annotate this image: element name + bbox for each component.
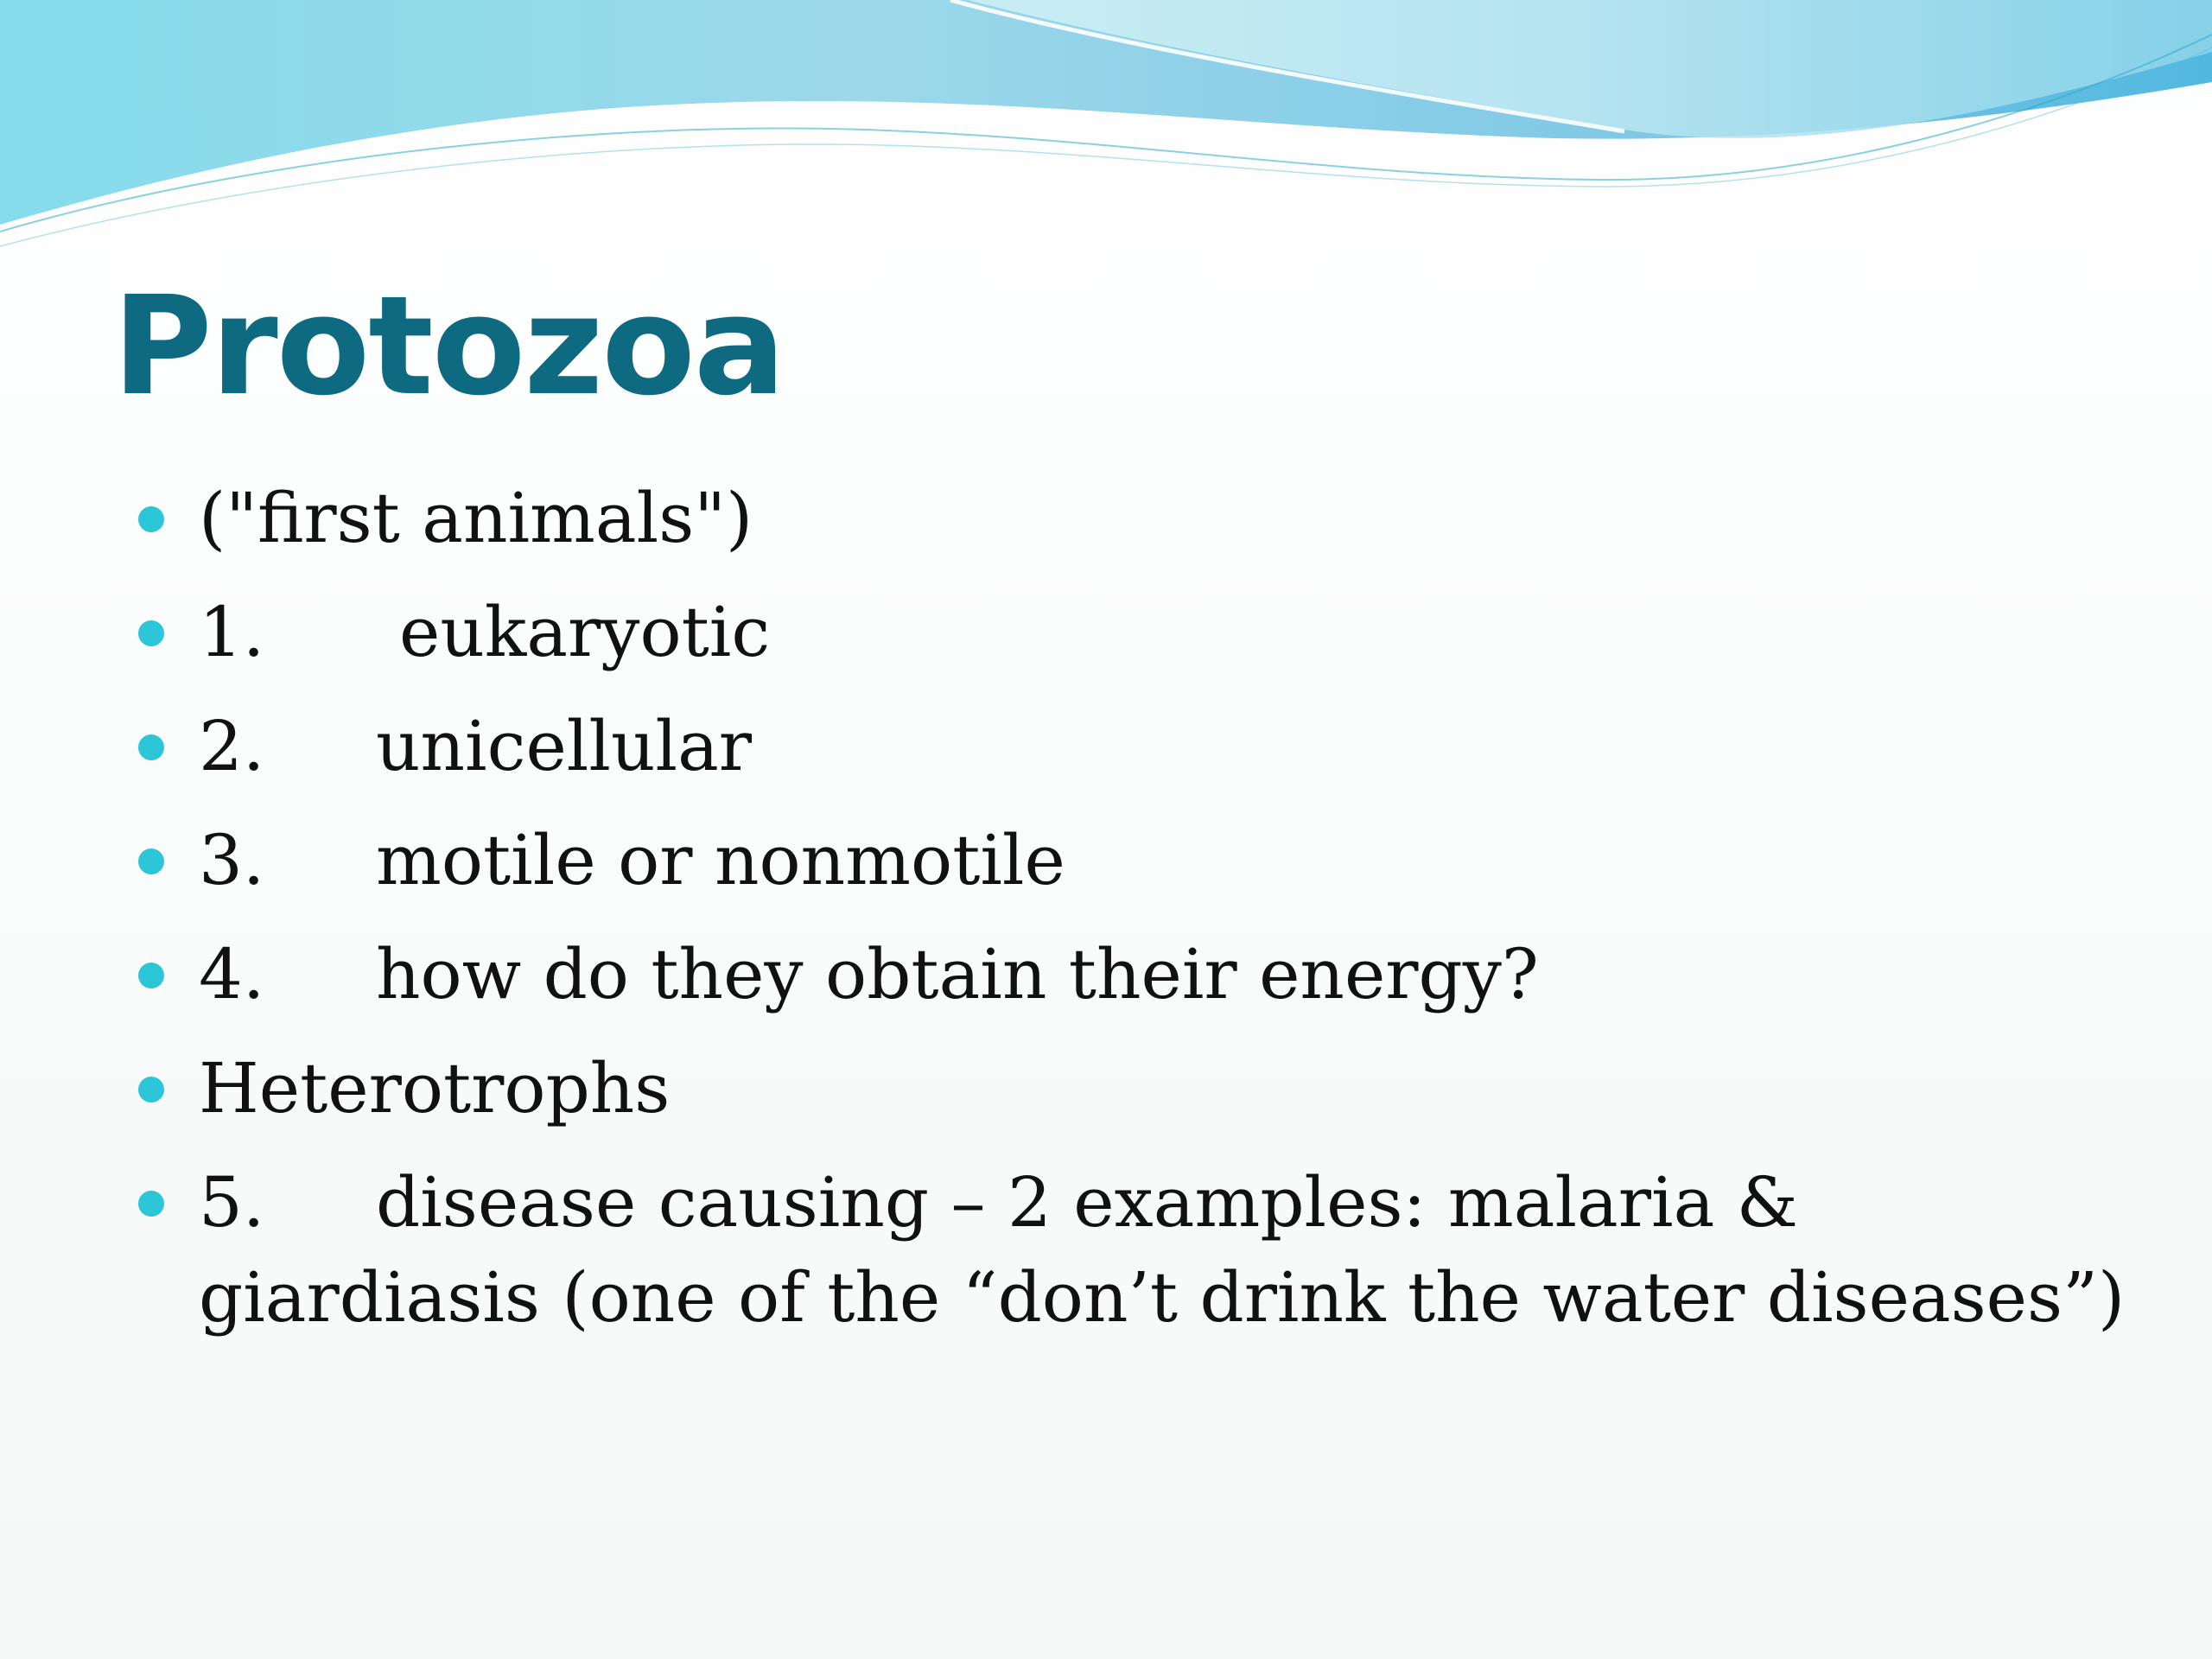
- bullet-text: unicellular: [376, 706, 752, 786]
- bullet-number: 2.: [199, 706, 265, 786]
- bullet-dot-icon: [138, 620, 164, 646]
- bullet-list: [138, 471, 2126, 1364]
- bullet-dot-icon: [138, 734, 164, 760]
- bullet-dot-icon: [138, 1191, 164, 1217]
- bullet-item: [138, 1041, 2126, 1136]
- bullet-dot-icon: [138, 849, 164, 874]
- bullet-text: eukaryotic: [399, 592, 771, 672]
- bullet-item: [138, 1155, 2126, 1345]
- bullet-number: 3.: [199, 820, 265, 900]
- bullet-dot-icon: [138, 963, 164, 988]
- bullet-dot-icon: [138, 506, 164, 532]
- bullet-number: 5.: [199, 1162, 265, 1243]
- bullet-item: [138, 699, 2126, 794]
- decorative-wave-header: [0, 0, 2212, 276]
- bullet-item: [138, 927, 2126, 1022]
- bullet-text: disease causing – 2 examples: malaria & giardiasis (one of the “don’t drink the water diseases”): [199, 1162, 2126, 1338]
- bullet-text: Heterotrophs: [199, 1048, 671, 1128]
- slide-title: Protozoa: [112, 267, 785, 426]
- bullet-item: [138, 813, 2126, 908]
- bullet-text: how do they obtain their energy?: [376, 934, 1539, 1014]
- bullet-item: [138, 585, 2126, 680]
- bullet-text: motile or nonmotile: [376, 820, 1065, 900]
- bullet-number: 1.: [199, 592, 265, 672]
- bullet-dot-icon: [138, 1077, 164, 1103]
- bullet-number: 4.: [199, 934, 265, 1014]
- bullet-item: [138, 471, 2126, 566]
- bullet-text: ("first animals"): [199, 478, 753, 558]
